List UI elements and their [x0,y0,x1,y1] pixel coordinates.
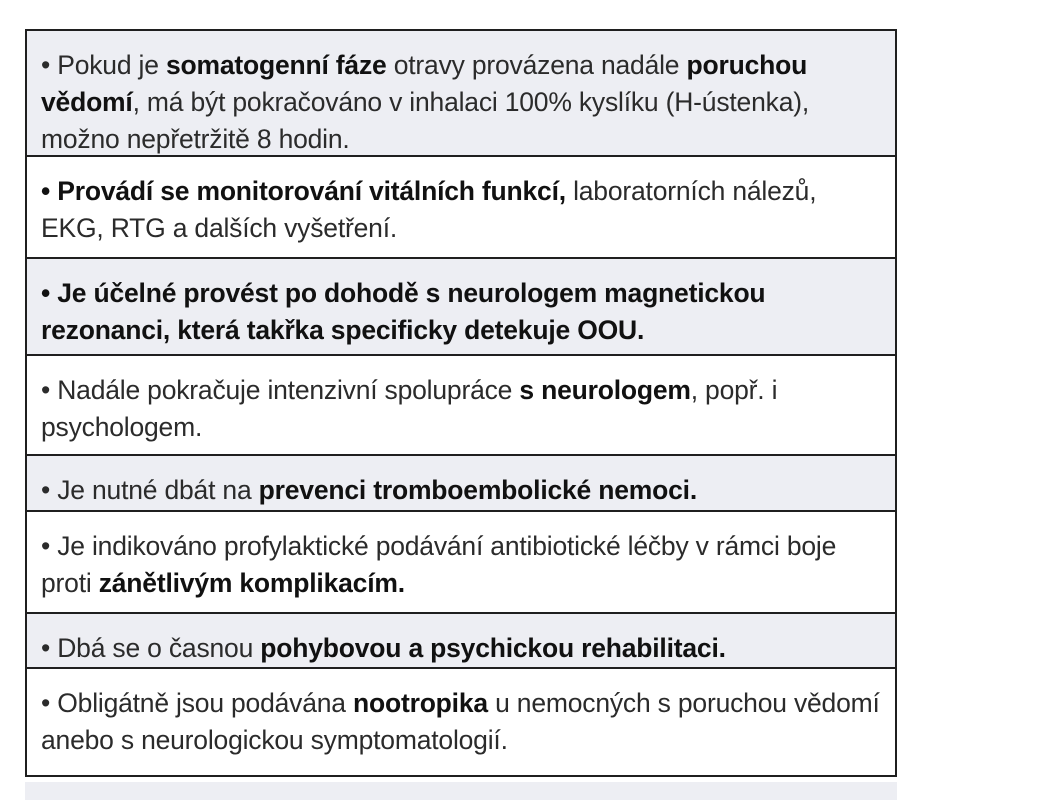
table-row [27,259,895,356]
row-text-bold: • [41,176,58,206]
row-text-segment: • Dbá se o časnou [41,633,261,663]
row-text-bold: somatogenní fáze [165,50,387,80]
row-text-segment: , má být pokračováno v inhalaci 100% kyslíku (H-ústenka), možno nepřetržitě 8 hodin. [41,87,810,154]
row-text-bold: Provádí se monitorování vitálních funkcí, [57,176,566,206]
row-text-bold: pohybovou a psychickou rehabilitaci. [260,633,726,663]
row-text-segment: , popř. i psychologem. [41,375,778,442]
row-text-segment: • Je nutné dbát na [41,475,259,505]
table-row [27,456,895,512]
row-text-bold: nootropika [353,688,488,718]
treatment-table [25,29,897,777]
table-row [27,614,895,669]
row-text-segment: • Je indikováno profylaktické podávání antibiotické léčby v rámci boje proti [41,531,837,598]
bottom-shaded-band [25,782,897,800]
row-text-segment: u nemocných s poruchou vědomí anebo s neurologickou symptomatologií. [41,688,880,755]
table-row [27,157,895,259]
row-text-bold: s neurologem [519,375,691,405]
table-row [27,512,895,614]
table-row [27,356,895,456]
row-text-bold: prevenci tromboembolické nemoci. [258,475,697,505]
row-text-bold: zánětlivým komplikacím. [98,568,405,598]
row-text-segment: otravy provázena nadále [386,50,687,80]
row-text-segment: • Nadále pokračuje intenzivní spolupráce [41,375,520,405]
row-text-segment: • Pokud je [41,50,166,80]
row-text-bold: • Je účelné provést po dohodě s neurologem magnetickou rezonanci, která takřka specificky detekuje OOU. [41,278,766,345]
table-row [27,669,895,775]
row-text-bold: poruchou vědomí [41,50,808,117]
row-text-segment: laboratorních nálezů, EKG, RTG a dalších vyšetření. [41,176,817,243]
row-text-segment: • Obligátně jsou podávána [41,688,353,718]
table-row [27,31,895,157]
